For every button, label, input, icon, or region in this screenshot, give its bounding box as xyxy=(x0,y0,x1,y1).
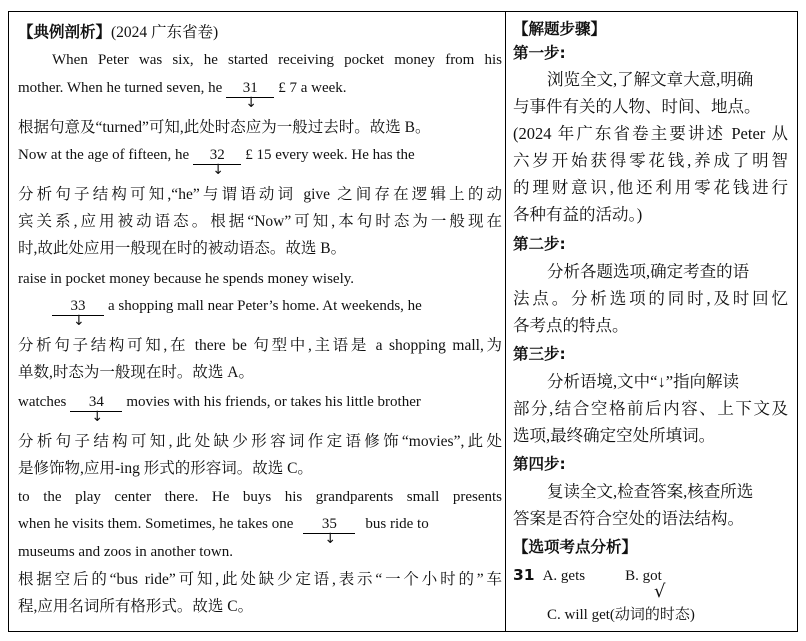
question-number: 31 xyxy=(513,566,535,584)
step-1-line-6: 各种有益的活动。) xyxy=(513,205,643,224)
step-2-line-2: 法点。分析选项的同时,及时回忆 xyxy=(513,289,788,308)
arrow-down-icon: ↓ xyxy=(212,162,224,178)
step-1-line-2: 与事件有关的人物、时间、地点。 xyxy=(513,97,761,116)
blank-31: 31 ↓ xyxy=(226,79,274,98)
explanation-34-line-1: 分析句子结构可知,此处缺少形容词作定语修饰“movies”,此处 xyxy=(18,433,502,450)
step-3-line-2: 部分,结合空格前后内容、上下文及 xyxy=(513,399,788,418)
example-analysis-tag: 【典例剖析】 xyxy=(18,23,112,41)
option-analysis-title: 【选项考点分析】 xyxy=(513,538,638,556)
header-line xyxy=(18,21,218,43)
explanation-32-line-2: 宾关系,应用被动语态。根据“Now”可知,本句时态为一般现在 xyxy=(18,213,502,230)
question-31-options xyxy=(513,562,662,588)
passage-line-5: 33 ↓ a shopping mall near Peter’s home. At weekends, he xyxy=(52,295,422,317)
passage-line-8: when he visits them. Sometimes, he takes one 35 ↓ bus ride to xyxy=(18,516,429,547)
passage-line-9: museums and zoos in another town. xyxy=(18,544,233,560)
solving-steps-title: 【解题步骤】 xyxy=(513,20,607,38)
passage-line-3: Now at the age of fifteen, he 32 ↓ £ 15 every week. He has the xyxy=(18,147,415,178)
arrow-down-icon: ↓ xyxy=(324,531,337,547)
option-a: A. gets xyxy=(542,568,586,584)
explanation-35-line-2: 程,应用名词所有格形式。故选 C。 xyxy=(18,598,254,615)
blank-35: 35 ↓ xyxy=(303,515,355,534)
step-1-line-1: 浏览全文,了解文章大意,明确 xyxy=(547,70,754,89)
step-2-line-1: 分析各题选项,确定考查的语 xyxy=(547,262,750,281)
arrow-down-icon: ↓ xyxy=(91,409,104,425)
passage-line-1: When Peter was six, he started receiving pocket money from his xyxy=(52,52,502,68)
arrow-down-icon: ↓ xyxy=(73,313,85,329)
passage-line-2: mother. When he turned seven, he 31 ↓ £ 7 a week. xyxy=(18,80,347,111)
step-1-line-4: 六岁开始获得零花钱,养成了明智 xyxy=(513,151,788,170)
check-mark-icon: √ xyxy=(654,581,666,602)
step-4-line-1: 复读全文,检查答案,核查所选 xyxy=(547,482,754,501)
step-2-label: 第二步: xyxy=(513,235,566,253)
explanation-31: 根据句意及“turned”可知,此处时态应为一般过去时。故选 B。 xyxy=(18,119,431,136)
step-4-label: 第四步: xyxy=(513,455,566,473)
blank-34: 34 ↓ xyxy=(70,393,122,412)
step-4-line-2: 答案是否符合空处的语法结构。 xyxy=(513,509,744,528)
step-1-label: 第一步: xyxy=(513,44,566,62)
step-2-line-3: 各考点的特点。 xyxy=(513,316,629,335)
step-3-line-1: 分析语境,文中“↓”指向解读 xyxy=(547,372,740,391)
passage-line-6: watches 34 ↓ movies with his friends, or takes his little brother xyxy=(18,394,421,425)
option-c: C. will get(动词的时态) xyxy=(547,607,695,623)
explanation-35-line-1: 根据空后的“bus ride”可知,此处缺少定语,表示“一个小时的”车 xyxy=(18,571,502,588)
arrow-down-icon: ↓ xyxy=(245,95,257,111)
step-3-line-3: 选项,最终确定空处所填词。 xyxy=(513,426,716,445)
explanation-34-line-2: 是修饰物,应用-ing 形式的形容词。故选 C。 xyxy=(18,460,313,477)
option-b: B. got xyxy=(625,568,662,584)
column-divider xyxy=(505,11,506,632)
step-1-line-5: 的理财意识,他还利用零花钱进行 xyxy=(513,178,788,197)
step-1-line-3: (2024 年广东省卷主要讲述 Peter 从 xyxy=(513,124,788,143)
explanation-32-line-1: 分析句子结构可知,“he”与谓语动词 give 之间存在逻辑上的动 xyxy=(18,186,502,203)
blank-32: 32 ↓ xyxy=(193,146,241,165)
explanation-33-line-1: 分析句子结构可知,在 there be 句型中,主语是 a shopping mall,为 xyxy=(18,337,502,354)
explanation-33-line-2: 单数,时态为一般现在时。故选 A。 xyxy=(18,364,254,381)
explanation-32-line-3: 时,故此处应用一般现在时的被动语态。故选 B。 xyxy=(18,240,347,257)
step-3-label: 第三步: xyxy=(513,345,566,363)
blank-33: 33 ↓ xyxy=(52,297,104,316)
passage-line-7: to the play center there. He buys his grandparents small presents xyxy=(18,489,502,505)
exam-source: (2024 广东省卷) xyxy=(111,24,219,41)
passage-line-4: raise in pocket money because he spends money wisely. xyxy=(18,271,355,287)
